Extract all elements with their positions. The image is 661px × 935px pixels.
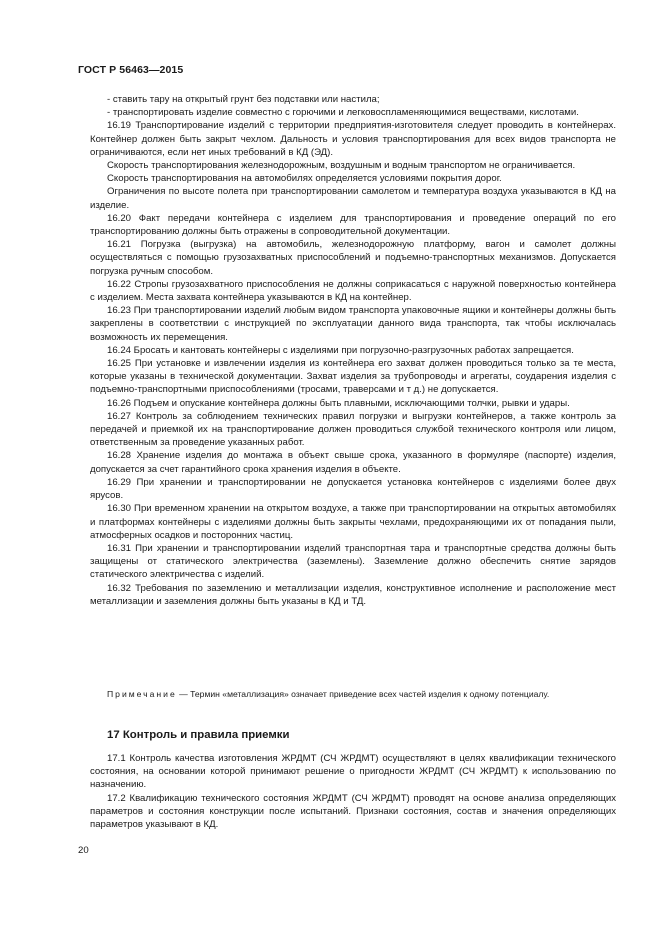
paragraph: 16.20 Факт передачи контейнера с изделием для транспортирования и проведение операций по его транспортированию должны быть отражены в сопроводительной документации. (90, 212, 616, 238)
note (90, 688, 616, 700)
note-text: — Термин «металлизация» означает приведение всех частей изделия к одному потенциалу. (176, 689, 550, 699)
paragraph: 16.27 Контроль за соблюдением технических правил погрузки и выгрузки контейнеров, а также контроль за передачей и приемкой их на транспортирование должен проводиться службой технического контроля или лицом, ответственным за проведение указанных работ. (90, 410, 616, 449)
paragraph: 16.31 При хранении и транспортировании изделий транспортная тара и транспортные средства должны быть защищены от статического электричества (заземлены). Заземление должно обеспечить снятие зарядов статического электричества с изделий. (90, 542, 616, 581)
paragraph: 16.29 При хранении и транспортировании не допускается установка контейнеров с изделиями более двух ярусов. (90, 476, 616, 502)
section-body (90, 752, 616, 831)
paragraph: Скорость транспортирования на автомобилях определяется условиями покрытия дорог. (107, 173, 502, 185)
paragraph: Скорость транспортирования железнодорожным, воздушным и водным транспортом не ограничивается. (107, 160, 576, 172)
paragraph: 16.24 Бросать и кантовать контейнеры с изделиями при погрузочно-разгрузочных работах запрещается. (107, 344, 574, 356)
page-number: 20 (78, 845, 89, 856)
body-text (90, 93, 616, 608)
paragraph: 16.19 Транспортирование изделий с территории предприятия-изготовителя следует проводить в контейнерах. Контейнер должен быть закрыт чехлом. Дальность и условия транспортирования для всех видов транспорта не ограничиваются, если нет иных требований в КД (ЭД). (90, 120, 616, 158)
paragraph: 16.32 Требования по заземлению и металлизации изделия, конструктивное исполнение и расположение мест металлизации и заземления должны быть указаны в КД и ТД. (90, 582, 616, 607)
document-header: ГОСТ Р 56463—2015 (78, 64, 184, 76)
paragraph: Ограничения по высоте полета при транспортировании самолетом и температура воздуха указываются в КД на изделие. (90, 186, 616, 211)
paragraph: 16.30 При временном хранении на открытом воздухе, а также при транспортировании на открытых автомобилях и платформах контейнеры с изделиями должны быть закрыты чехлами, предохраняющими их от попадания пыли, атмосферных осадков и посторонних частиц. (90, 503, 616, 541)
paragraph: 16.22 Стропы грузозахватного приспособления не должны соприкасаться с наружной поверхностью контейнера с изделием. Места захвата контейнера указываются в КД на контейнер. (90, 278, 616, 304)
paragraph: - ставить тару на открытый грунт без подставки или настила; (107, 94, 380, 105)
paragraph: 16.23 При транспортировании изделий любым видом транспорта упаковочные ящики и контейнеры должны быть закреплены в соответствии с инструкцией по эксплуатации данного вида транспорта, так чтобы исключалась возможность их перемещения. (90, 305, 616, 343)
paragraph: 16.26 Подъем и опускание контейнера должны быть плавными, исключающими толчки, рывки и удары. (107, 397, 570, 409)
paragraph: 17.2 Квалификацию технического состояния ЖРДМТ (СЧ ЖРДМТ) проводят на основе анализа определяющих параметров и состояния конструкции после испытаний. Признаки состояния, состав и значения определяющих параметров указывают в КД. (90, 792, 616, 831)
paragraph: 16.28 Хранение изделия до монтажа в объект свыше срока, указанного в формуляре (паспорте) изделия, допускается за счет гарантийного срока хранения изделия в объекте. (90, 450, 616, 475)
section-title: 17 Контроль и правила приемки (107, 729, 290, 741)
paragraph: 16.25 При установке и извлечении изделия из контейнера его захват должен проводиться только за те места, которые указаны в технической документации. Захват изделия за трубопроводы и агрегаты, соударения изделия с подъемно-транспортными приспособлениями (тросами, траверсами и т д.) не допускается. (90, 358, 616, 396)
paragraph: 16.21 Погрузка (выгрузка) на автомобиль, железнодорожную платформу, вагон и самолет должны осуществляться с помощью грузозахватных приспособлений и подъемно-транспортных механизмов. Допускается погрузка ручным способом. (90, 239, 616, 277)
note-label: Примечание (107, 689, 177, 699)
paragraph: - транспортировать изделие совместно с горючими и легковоспламеняющимися веществами, кислотами. (107, 107, 579, 119)
paragraph: 17.1 Контроль качества изготовления ЖРДМТ (СЧ ЖРДМТ) осуществляют в целях квалификации технического состояния, на основании которой принимают решение о пригодности ЖРДМТ (СЧ ЖРДМТ) к использованию по назначению. (90, 753, 616, 791)
